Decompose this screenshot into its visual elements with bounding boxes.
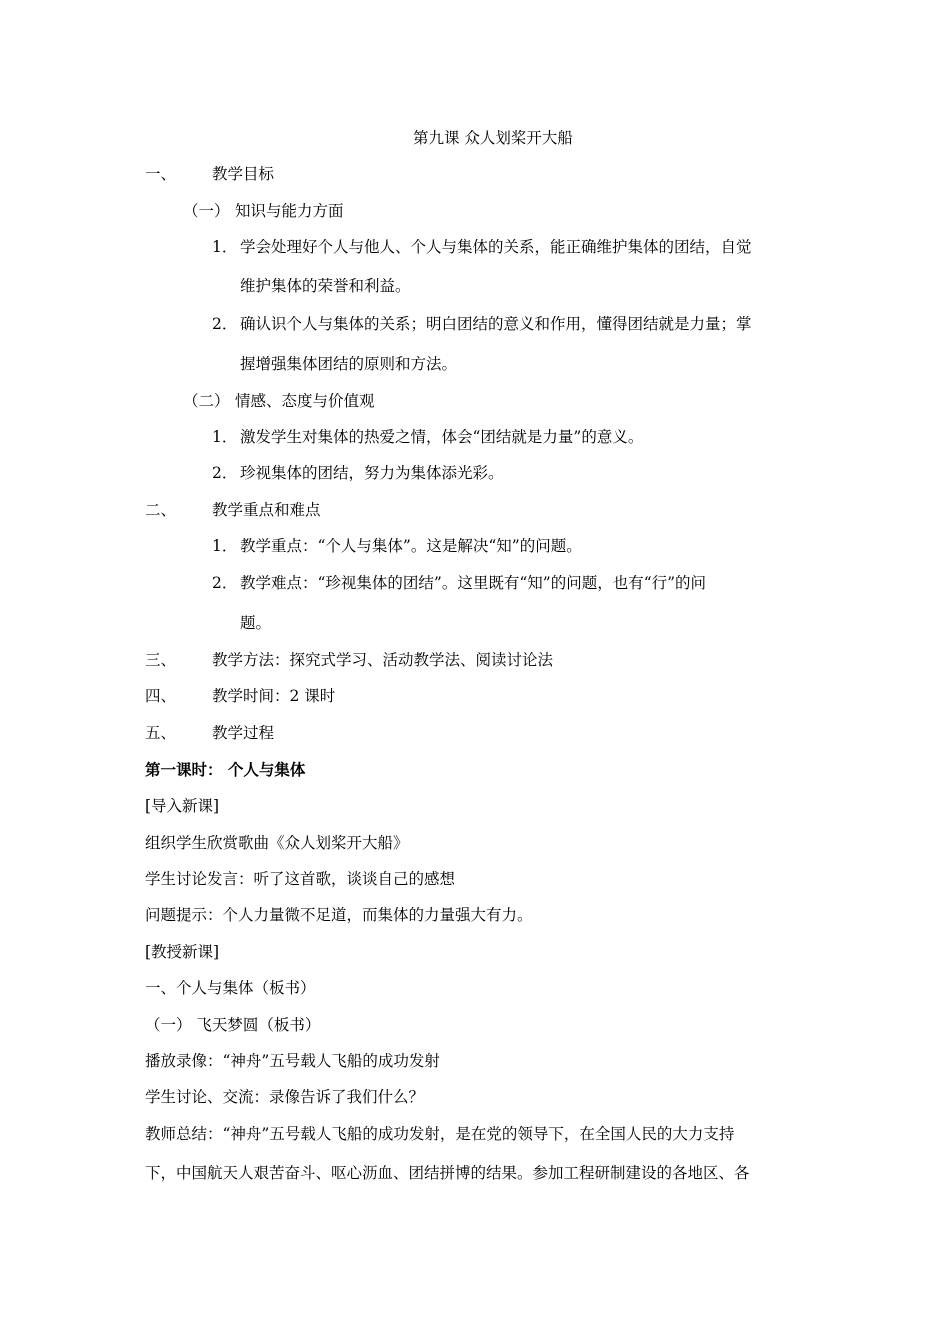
list-item-text-continued: 握增强集体团结的原则和方法。 — [240, 355, 458, 373]
section-number: 一、 — [145, 165, 177, 183]
list-item-text: 教学难点：“珍视集体的团结”。这里既有“知”的问题，也有“行”的问 — [240, 574, 707, 592]
list-item-text: 学会处理好个人与他人、个人与集体的关系，能正确维护集体的团结，自觉 — [240, 238, 752, 256]
subsection-number: （一） — [183, 202, 230, 220]
list-item-number: 2． — [212, 574, 238, 592]
section-heading: 教学重点和难点 — [212, 501, 321, 519]
list-item-number: 1． — [212, 537, 238, 555]
list-item-text: 激发学生对集体的热爱之情，体会“团结就是力量”的意义。 — [240, 428, 644, 446]
section-heading: 教学方法：探究式学习、活动教学法、阅读讨论法 — [212, 651, 554, 669]
list-item-text: 珍视集体的团结，努力为集体添光彩。 — [240, 464, 504, 482]
section-number: 四、 — [145, 687, 177, 705]
list-item-number: 2． — [212, 315, 238, 333]
section-heading: 教学目标 — [212, 165, 275, 183]
paragraph-continued: 下，中国航天人艰苦奋斗、呕心沥血、团结拼博的结果。参加工程研制建设的各地区、各 — [145, 1164, 750, 1182]
lesson-heading: 第一课时： 个人与集体 — [145, 760, 306, 779]
paragraph: （一） 飞天梦圆（板书） — [145, 1016, 321, 1034]
list-item-number: 1． — [212, 238, 238, 256]
list-item-text-continued: 维护集体的荣誉和利益。 — [240, 277, 411, 295]
paragraph: [导入新课] — [145, 797, 220, 815]
page-title: 第九课 众人划桨开大船 — [413, 129, 573, 147]
list-item-text: 确认识个人与集体的关系；明白团结的意义和作用，懂得团结就是力量；掌 — [240, 315, 752, 333]
subsection-heading: 知识与能力方面 — [235, 202, 344, 220]
section-number: 五、 — [145, 724, 177, 742]
section-number: 三、 — [145, 651, 177, 669]
paragraph: [教授新课] — [145, 943, 220, 961]
paragraph: 学生讨论、交流：录像告诉了我们什么？ — [145, 1088, 425, 1106]
subsection-heading: 情感、态度与价值观 — [235, 392, 375, 410]
list-item-text-continued: 题。 — [240, 614, 272, 632]
subsection-number: （二） — [183, 392, 230, 410]
list-item-number: 1． — [212, 428, 238, 446]
paragraph: 学生讨论发言：听了这首歌，谈谈自己的感想 — [145, 870, 456, 888]
paragraph: 教师总结：“神舟”五号载人飞船的成功发射，是在党的领导下，在全国人民的大力支持 — [145, 1125, 735, 1143]
paragraph: 组织学生欣赏歌曲《众人划桨开大船》 — [145, 834, 409, 852]
section-number: 二、 — [145, 501, 177, 519]
section-heading: 教学过程 — [212, 724, 275, 742]
section-heading: 教学时间：2 课时 — [212, 687, 336, 705]
list-item-number: 2． — [212, 464, 238, 482]
paragraph: 一、个人与集体（板书） — [145, 979, 316, 997]
list-item-text: 教学重点：“个人与集体”。这是解决“知”的问题。 — [240, 537, 582, 555]
paragraph: 问题提示：个人力量微不足道，而集体的力量强大有力。 — [145, 906, 533, 924]
paragraph: 播放录像：“神舟”五号载人飞船的成功发射 — [145, 1052, 440, 1070]
